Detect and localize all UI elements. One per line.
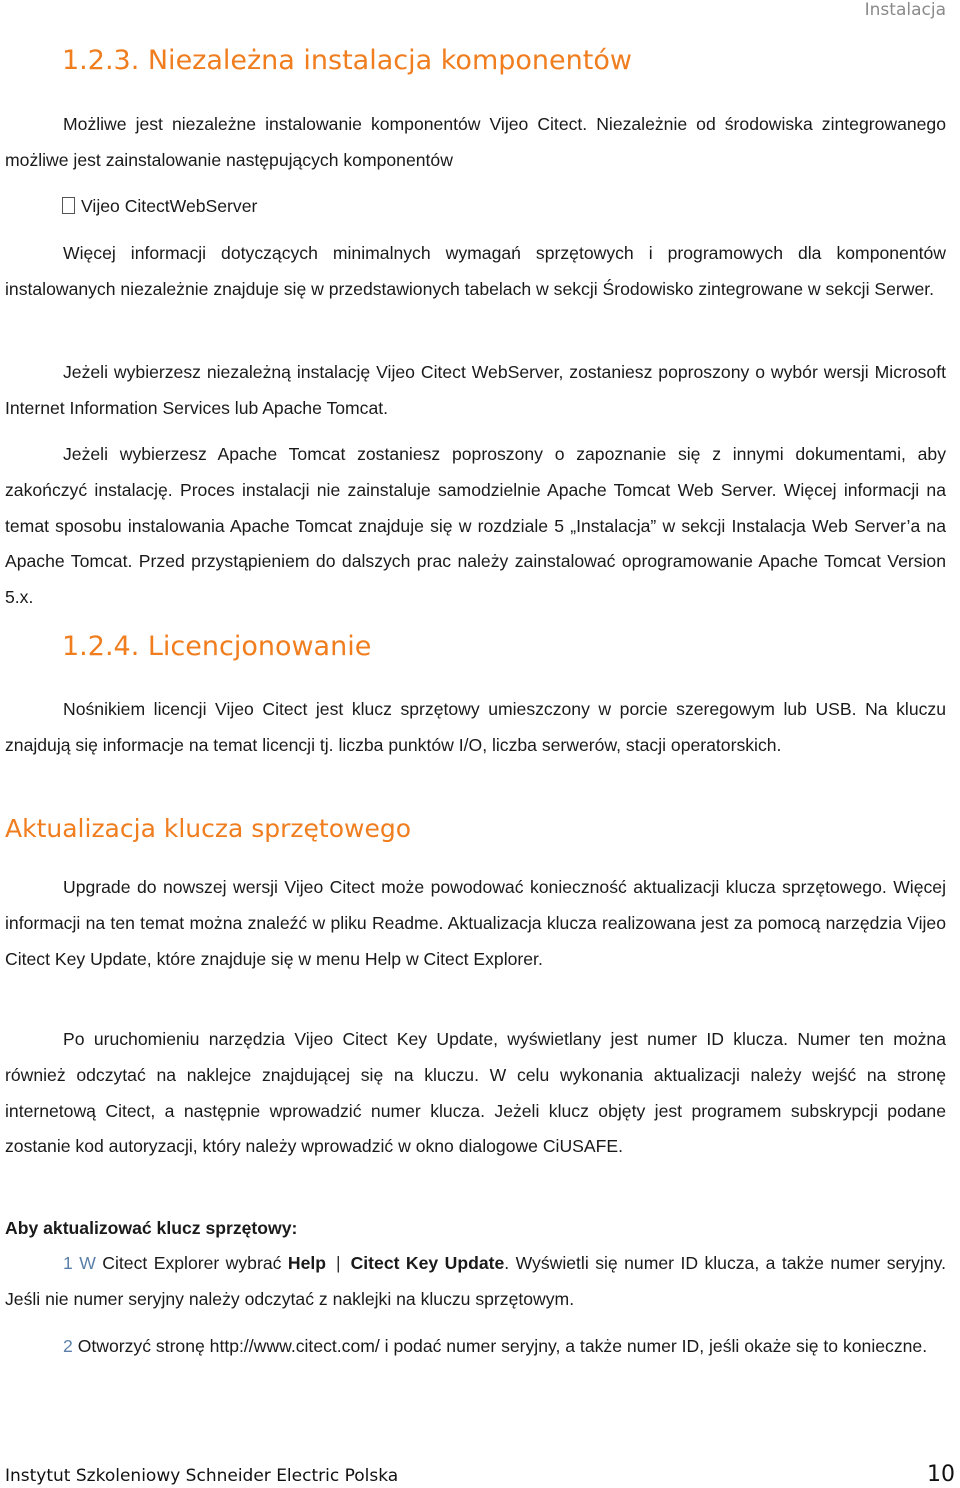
paragraph-license: Nośnikiem licencji Vijeo Citect jest klucz sprzętowy umieszczony w porcie szeregowym lub USB. Na kluczu znajdują się informacje na temat licencji tj. liczba punktów I/O, liczba serwerów, stacji operatorskich. bbox=[5, 699, 946, 755]
step-1-number: 1 W bbox=[63, 1253, 96, 1273]
paragraph-key-id: Po uruchomieniu narzędzia Vijeo Citect Key Update, wyświetlany jest numer ID klucza. Numer ten można również odczytać na naklejce znajdującej się na kluczu. W celu wykonania aktualizacji należy wejść na stronę internetową Citect, a następnie wprowadzić numer klucza. Jeżeli klucz objęty jest programem subskrypcji podane zostanie kod autoryzacji, który należy wprowadzić w okno dialogowe CiUSAFE. bbox=[5, 1029, 946, 1157]
paragraph-upgrade: Upgrade do nowszej wersji Vijeo Citect może powodować konieczność aktualizacji klucza sprzętowego. Więcej informacji na ten temat można znaleźć w pliku Readme. Aktualizacja klucza realizowana jest za pomocą narzędzia Vijeo Citect Key Update, które znajduje się w menu Help w Citect Explorer. bbox=[5, 877, 946, 969]
step-1: 1 W Citect Explorer wybrać Help | Citect Key Update. Wyświetli się numer ID klucza, a także numer seryjny. Jeśli nie numer seryjny należy odczytać z naklejki na kluczu sprzętowym. bbox=[5, 1253, 947, 1309]
steps-heading: Aby aktualizować klucz sprzętowy: bbox=[5, 1218, 298, 1238]
paragraph-requirements: Więcej informacji dotyczących minimalnych wymagań sprzętowych i programowych dla komponentów instalowanych niezależnie znajduje się w przedstawionych tabelach w sekcji Środowisko zintegrowane w sekcji Serwer. bbox=[5, 243, 946, 299]
paragraph-tomcat: Jeżeli wybierzesz Apache Tomcat zostaniesz poproszony o zapoznanie się z innymi dokumentami, aby zakończyć instalację. Proces instalacji nie zainstaluje samodzielnie Apache Tomcat Web Server. Więcej informacji na temat sposobu instalowania Apache Tomcat znajduje się w rozdziale 5 „Instalacja” w sekcji Instalacja Web Server’a na Apache Tomcat. Przed przystąpieniem do dalszych prac należy zainstalować oprogramowanie Apache Tomcat Version 5.x. bbox=[5, 444, 946, 608]
section-title-1-2-4: 1.2.4. Licencjonowanie bbox=[62, 631, 372, 662]
menu-help: Help bbox=[287, 1253, 326, 1273]
section-title-1-2-3: 1.2.3. Niezależna instalacja komponentów bbox=[62, 45, 632, 76]
section-title-key-update: Aktualizacja klucza sprzętowego bbox=[5, 814, 412, 843]
footer-page-number: 10 bbox=[927, 1462, 955, 1487]
step-2: 2 Otworzyć stronę http://www.citect.com/ i podać numer seryjny, a także numer ID, jeśli okaże się to konieczne. bbox=[63, 1336, 928, 1356]
paragraph-intro: Możliwe jest niezależne instalowanie komponentów Vijeo Citect. Niezależnie od środowiska zintegrowanego możliwe jest zainstalowanie następujących komponentów bbox=[5, 114, 946, 170]
paragraph-webserver: Jeżeli wybierzesz niezależną instalację Vijeo Citect WebServer, zostaniesz poproszony o wybór wersji Microsoft Internet Information Services lub Apache Tomcat. bbox=[5, 362, 946, 418]
header-section-label: Instalacja bbox=[864, 0, 946, 20]
footer-institute: Instytut Szkoleniowy Schneider Electric Polska bbox=[5, 1466, 399, 1486]
bullet-item: Vijeo CitectWebServer bbox=[62, 196, 257, 217]
step-2-number: 2 bbox=[63, 1336, 73, 1356]
menu-citect-key-update: Citect Key Update bbox=[350, 1253, 505, 1273]
bullet-box-icon bbox=[62, 197, 75, 214]
